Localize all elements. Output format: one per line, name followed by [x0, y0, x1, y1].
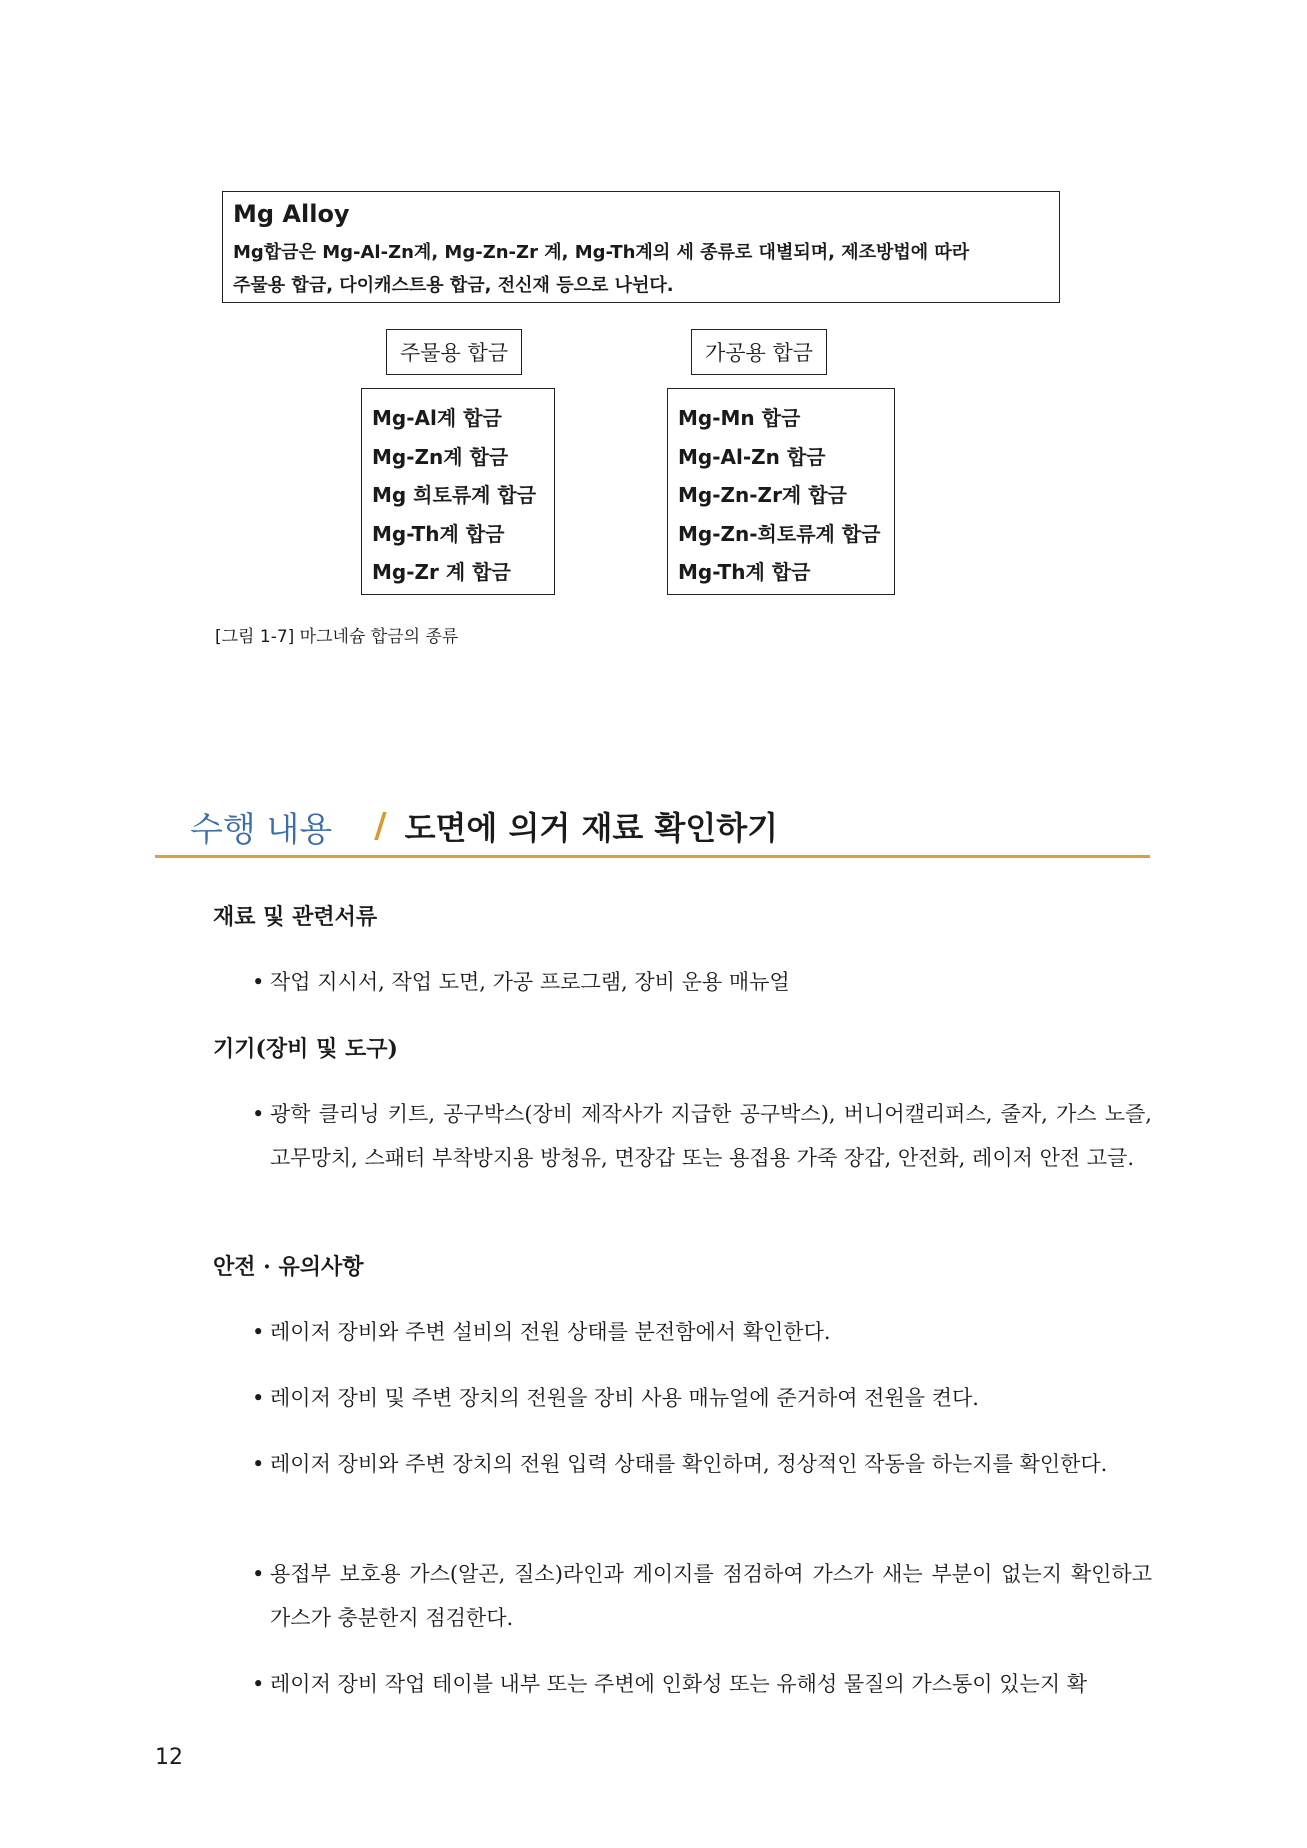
equipment-heading: 기기(장비 및 도구) [213, 1036, 398, 1062]
list-item: Mg-Zn-Zr계 합금 [678, 483, 847, 507]
casting-alloy-label-text: 주물용 합금 [399, 341, 509, 365]
bullet-icon: • [252, 1452, 265, 1476]
list-item: Mg-Zn계 합금 [372, 444, 509, 469]
bullet-text: 레이저 장비 작업 테이블 내부 또는 주변에 인화성 또는 유해성 물질의 가스통이 있는지 확 [270, 1672, 1088, 1696]
mg-alloy-line-2: 주물용 합금, 다이캐스트용 합금, 전신재 등으로 나뉜다. [233, 275, 674, 296]
mg-alloy-title: Mg Alloy [233, 200, 350, 228]
mg-alloy-line-1: Mg합금은 Mg-Al-Zn계, Mg-Zn-Zr 계, Mg-Th계의 세 종류로 대별되며, 제조방법에 따라 [233, 242, 970, 263]
list-item [252, 1552, 1152, 1640]
page-number: 12 [155, 1745, 183, 1770]
list-item [252, 1092, 1152, 1180]
list-item: Mg-Al계 합금 [372, 406, 502, 430]
bullet-icon: • [252, 1562, 265, 1586]
section-subtitle: 도면에 의거 재료 확인하기 [404, 809, 779, 847]
list-item: Mg-Zr 계 합금 [372, 560, 511, 584]
casting-alloy-list [361, 388, 555, 595]
bullet-icon: • [252, 1386, 265, 1410]
list-item: Mg-Zn-희토류계 합금 [678, 521, 881, 546]
mg-alloy-box [222, 191, 1060, 303]
bullet-text: 레이저 장비 및 주변 장치의 전원을 장비 사용 매뉴얼에 준거하여 전원을 켠다. [270, 1386, 979, 1410]
list-item [252, 960, 1152, 1004]
bullet-text: 용접부 보호용 가스(알곤, 질소)라인과 게이지를 점검하여 가스가 새는 부분이 없는지 확인하고 가스가 충분한지 점검한다. [270, 1562, 1152, 1630]
bullet-text: 작업 지시서, 작업 도면, 가공 프로그램, 장비 운용 매뉴얼 [270, 970, 790, 994]
bullet-text: 레이저 장비와 주변 장치의 전원 입력 상태를 확인하며, 정상적인 작동을 하는지를 확인한다. [270, 1452, 1108, 1476]
list-item [252, 1662, 1152, 1706]
list-item [252, 1376, 1152, 1420]
section-heading [190, 800, 778, 852]
bullet-text: 광학 클리닝 키트, 공구박스(장비 제작사가 지급한 공구박스), 버니어캘리퍼스, 줄자, 가스 노즐, 고무망치, 스패터 부착방지용 방청유, 면장갑 또는 용접용 가죽 장갑, 안전화, 레이저 안전 고글. [270, 1102, 1152, 1170]
section-slash: / [374, 806, 387, 846]
list-item [252, 1310, 1152, 1354]
wrought-alloy-label [691, 329, 827, 375]
list-item: Mg-Th계 합금 [372, 521, 505, 546]
list-item: Mg-Mn 합금 [678, 406, 801, 430]
safety-heading: 안전 · 유의사항 [213, 1254, 364, 1280]
list-item: Mg 희토류계 합금 [372, 483, 537, 507]
section-title: 수행 내용 [190, 809, 333, 850]
bullet-icon: • [252, 1320, 265, 1344]
bullet-icon: • [252, 970, 265, 994]
wrought-alloy-label-text: 가공용 합금 [704, 341, 814, 365]
bullet-icon: • [252, 1102, 265, 1126]
figure-caption: [그림 1-7] 마그네슘 합금의 종류 [215, 627, 459, 647]
list-item [252, 1442, 1152, 1486]
casting-alloy-label [386, 329, 522, 375]
bullet-icon: • [252, 1672, 265, 1696]
section-divider [155, 855, 1150, 858]
bullet-text: 레이저 장비와 주변 설비의 전원 상태를 분전함에서 확인한다. [270, 1320, 831, 1344]
materials-heading: 재료 및 관련서류 [213, 904, 378, 930]
wrought-alloy-list [667, 388, 895, 595]
list-item: Mg-Al-Zn 합금 [678, 444, 826, 469]
list-item: Mg-Th계 합금 [678, 560, 811, 584]
